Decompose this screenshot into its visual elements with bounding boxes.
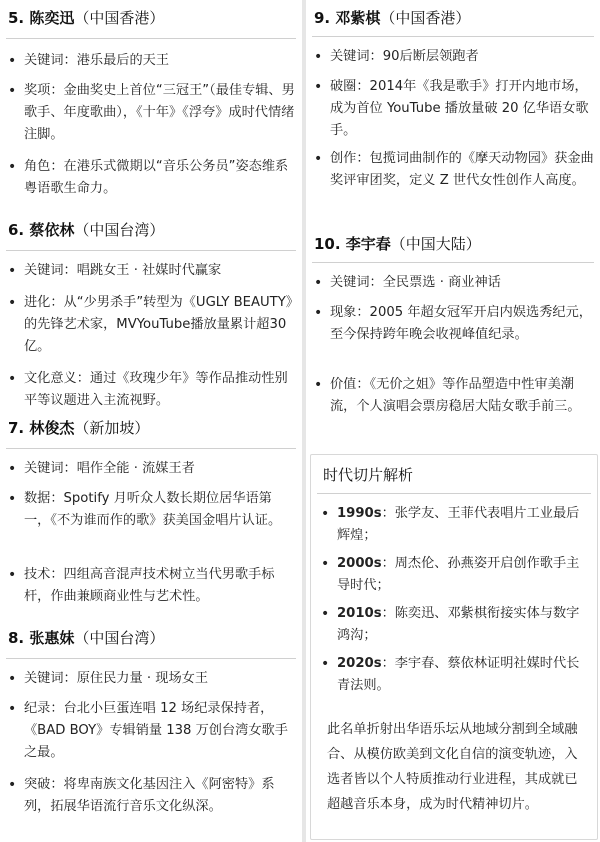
entry-7-data: • 数据：Spotify 月听众人数长期位居华语第一，《不为谁而作的歌》获美国金唱片认证。 [6,488,296,532]
bullet-icon: • [321,556,330,572]
divider-line [6,38,296,39]
entry-6-heading: 6. 蔡依林（中国台湾） [8,221,165,239]
bullet-icon: • [314,49,323,65]
entry-5-heading: 5. 陈奕迅（中国香港） [8,9,165,27]
era-analysis-card [310,454,598,840]
bullet-icon: • [314,151,323,167]
era-item-2010s: • 2010s：陈奕迅、邓紫棋衔接实体与数字鸿沟； [319,603,591,647]
entry-5-keyword: • 关键词：港乐最后的天王 [6,50,296,72]
bullet-icon: • [8,371,17,387]
divider-line [317,493,591,494]
entry-10-card [306,226,600,448]
bullet-icon: • [8,295,17,311]
bullet-icon: • [8,567,17,583]
bullet-icon: • [321,656,330,672]
era-item-1990s: • 1990s：张学友、王菲代表唱片工业最后辉煌； [319,503,591,547]
era-item-2020s: • 2020s：李宇春、蔡依林证明社媒时代长青法则。 [319,653,591,697]
bullet-icon: • [8,491,17,507]
entry-10-phenomenon: • 现象：2005 年超女冠军开启内娱选秀纪元，至今保持跨年晚会收视峰值纪录。 [312,302,594,346]
era-item-2000s: • 2000s：周杰伦、孙燕姿开启创作歌手主导时代； [319,553,591,597]
entry-7-keyword: • 关键词：唱作全能 · 流媒王者 [6,458,296,480]
entry-9-creation: • 创作：包揽词曲制作的《摩天动物园》获金曲奖评审团奖，定义 Z 世代女性创作人高度。 [312,148,594,192]
bullet-icon: • [8,83,17,99]
entry-6-significance: • 文化意义：通过《玫瑰少年》等作品推动性别平等议题进入主流视野。 [6,368,296,412]
entry-8-record: • 纪录：台北小巨蛋连唱 12 场纪录保持者，《BAD BOY》专辑销量 138 万创台湾女歌手之最。 [6,698,296,764]
bullet-icon: • [314,377,323,393]
entry-5-card [0,0,302,218]
entry-7-technique: • 技术：四组高音混声技术树立当代男歌手标杆，作曲兼顾商业性与艺术性。 [6,564,296,608]
divider-line [6,658,296,659]
bullet-icon: • [8,461,17,477]
entry-6-evolution: • 进化：从“少男杀手”转型为《UGLY BEAUTY》的先锋艺术家，MVYouTube播放量累计超30亿。 [6,292,296,358]
right-column [306,0,600,842]
entry-9-heading: 9. 邓紫棋（中国香港） [314,9,471,27]
bullet-icon: • [321,606,330,622]
entry-8-breakthrough: • 突破：将卑南族文化基因注入《阿密特》系列，拓展华语流行音乐文化纵深。 [6,774,296,818]
entry-7-heading: 7. 林俊杰（新加坡） [8,419,150,437]
divider-line [6,448,296,449]
bullet-icon: • [314,305,323,321]
entry-6-keyword: • 关键词：唱跳女王 · 社媒时代赢家 [6,260,296,282]
entry-6-card [0,220,302,418]
entry-5-awards: • 奖项：金曲奖史上首位“三冠王”（最佳专辑、男歌手、年度歌曲），《十年》《浮夸》成时代情绪注脚。 [6,80,296,146]
bullet-icon: • [8,263,17,279]
entry-8-keyword: • 关键词：原住民力量 · 现场女王 [6,668,296,690]
bullet-icon: • [321,506,330,522]
bullet-icon: • [314,79,323,95]
divider-line [312,36,594,37]
entry-10-keyword: • 关键词：全民票选 · 商业神话 [312,272,594,294]
bullet-icon: • [8,671,17,687]
entry-9-keyword: • 关键词：90后断层领跑者 [312,46,594,68]
divider-line [6,250,296,251]
entry-10-value: • 价值：《无价之姐》等作品塑造中性审美潮流，个人演唱会票房稳居大陆女歌手前三。 [312,374,594,418]
era-summary-paragraph: 此名单折射出华语乐坛从地域分割到全域融合、从模仿欧美到文化自信的演变轨迹，入选者皆以个人特质推动行业进程，其成就已超越音乐本身，成为时代精神切片。 [327,722,578,812]
bullet-icon: • [314,275,323,291]
divider-line [312,262,594,263]
entry-9-card [306,0,600,222]
bullet-icon: • [8,777,17,793]
entry-7-card [0,418,302,624]
entry-8-card [0,624,302,842]
entry-8-heading: 8. 张惠妹（中国台湾） [8,629,165,647]
bullet-icon: • [8,159,17,175]
era-analysis-heading: 时代切片解析 [323,466,414,484]
entry-5-role: • 角色：在港乐式微期以“音乐公务员”姿态维系粤语歌生命力。 [6,156,296,200]
entry-9-breakout: • 破圈：2014年《我是歌手》打开内地市场，成为首位 YouTube 播放量破 20 亿华语女歌手。 [312,76,594,142]
bullet-icon: • [8,701,17,717]
bullet-icon: • [8,53,17,69]
entry-10-heading: 10. 李宇春（中国大陆） [314,235,481,253]
